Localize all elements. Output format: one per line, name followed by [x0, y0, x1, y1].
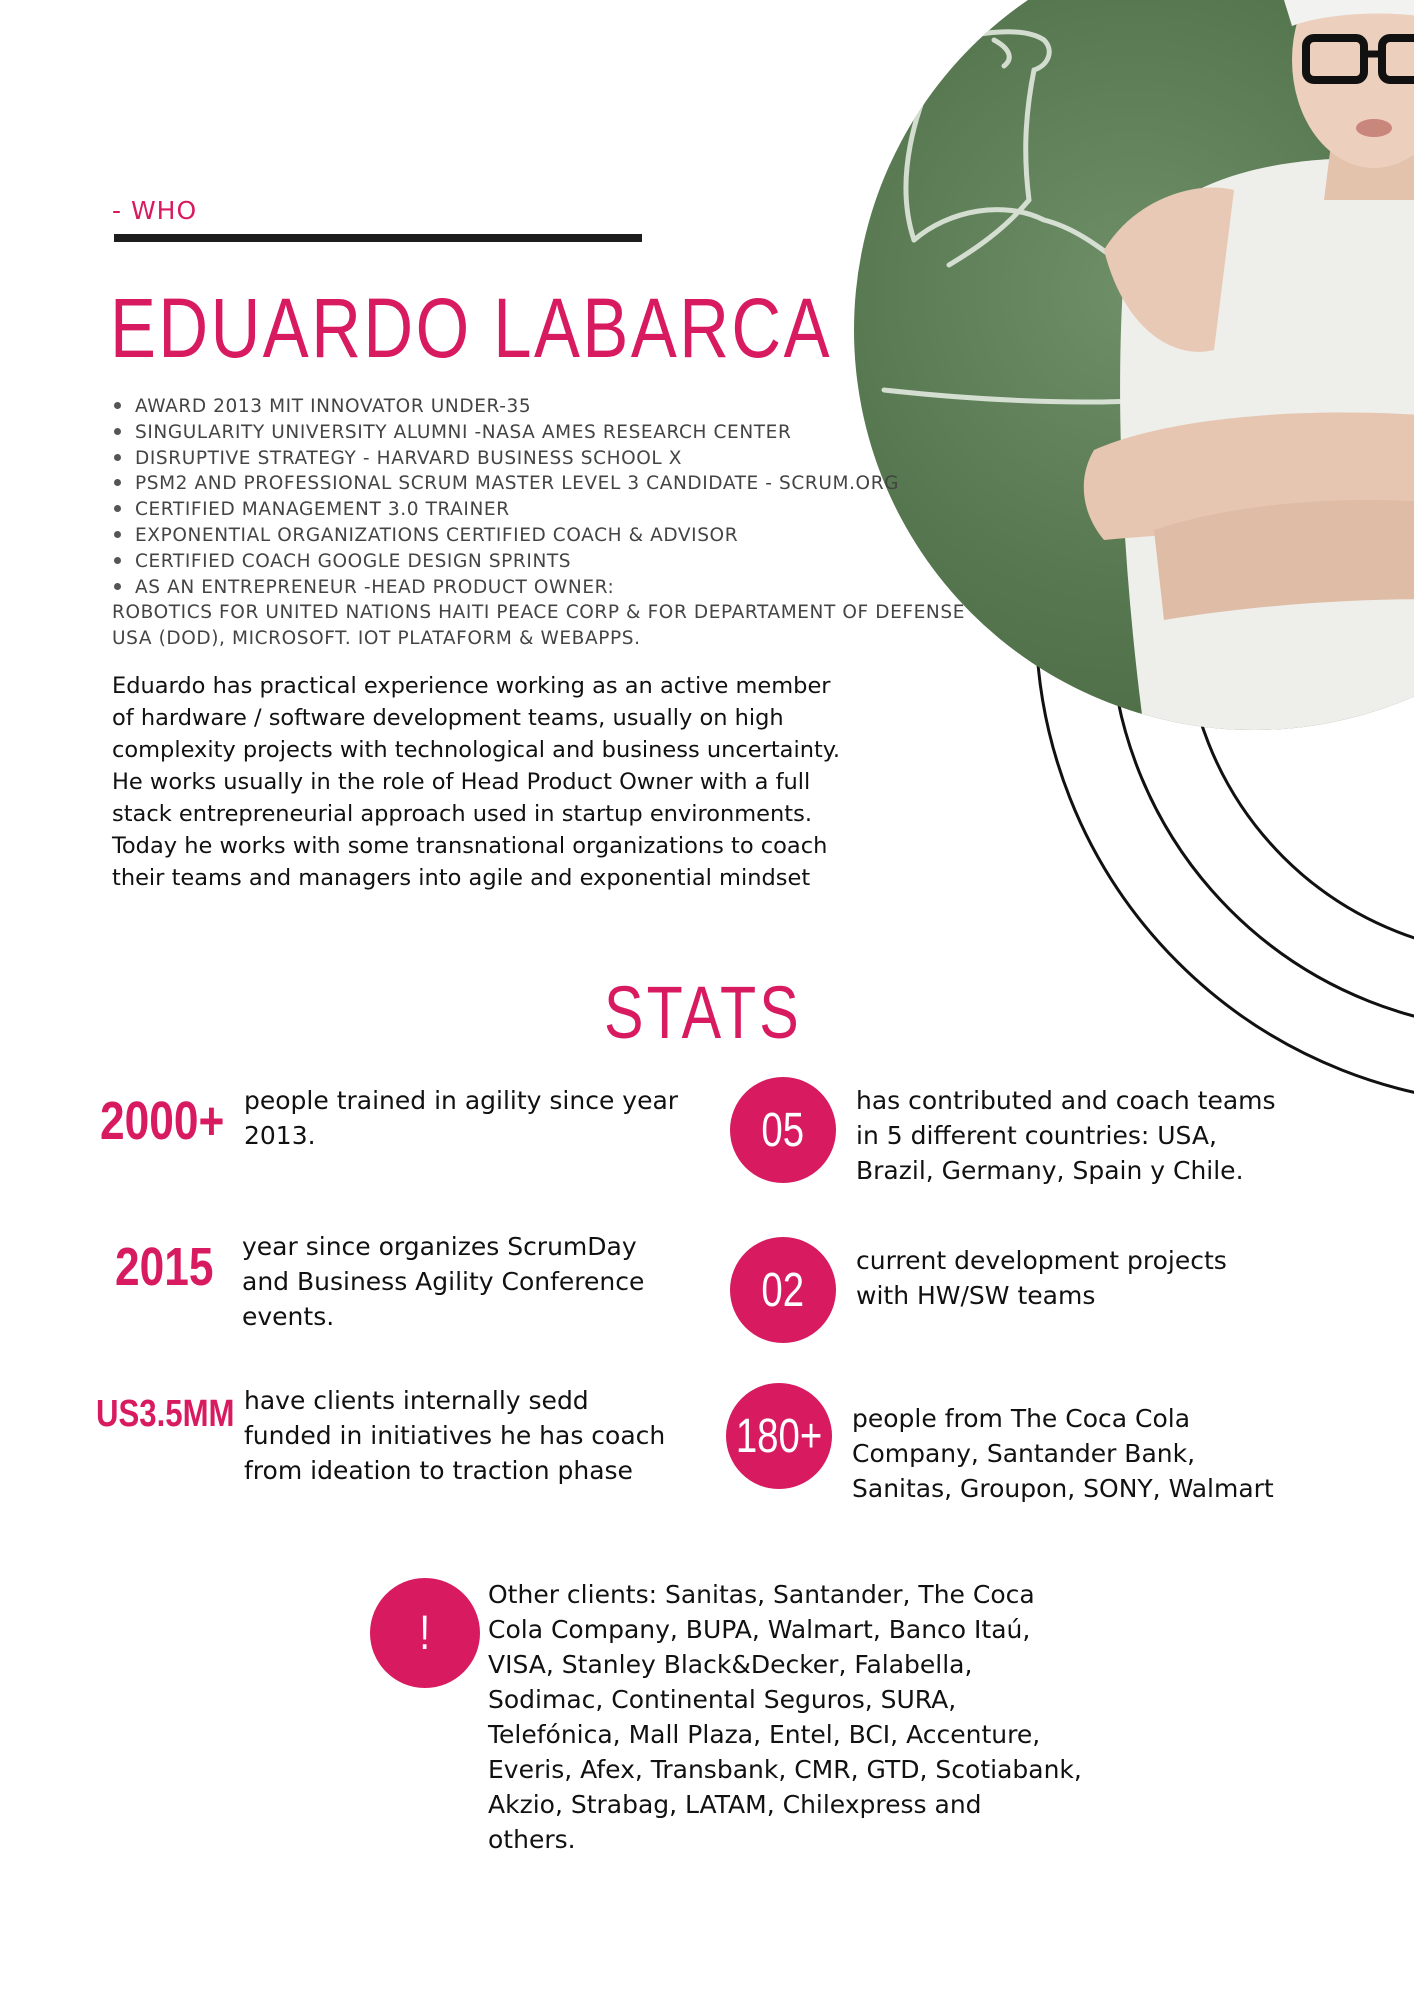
section-eyebrow: - WHO [112, 196, 198, 225]
stat-description: people trained in agility since year 2013. [244, 1086, 679, 1150]
stat-description: year since organizes ScrumDay and Business Agility Conference events. [242, 1232, 645, 1331]
bullet-icon [114, 428, 121, 435]
bullet-icon [114, 479, 121, 486]
bullet-icon [114, 531, 121, 538]
credential-item: PSM2 AND PROFESSIONAL SCRUM MASTER LEVEL 3 CANDIDATE - SCRUM.ORG [112, 471, 1012, 497]
stat-badge: 02 [730, 1237, 836, 1343]
credential-continuation: USA (DOD), MICROSOFT. IOT PLATAFORM & WEBAPPS. [112, 628, 641, 650]
bullet-icon [114, 454, 121, 461]
credential-item: AWARD 2013 MIT INNOVATOR UNDER-35 [112, 394, 1012, 420]
stat-value: US3.5MM [96, 1393, 235, 1435]
credential-item: SINGULARITY UNIVERSITY ALUMNI -NASA AMES RESEARCH CENTER [112, 420, 1012, 446]
bullet-icon [114, 402, 121, 409]
stat-description: has contributed and coach teams in 5 different countries: USA, Brazil, Germany, Spain y Chile. [856, 1086, 1276, 1185]
credential-item: EXPONENTIAL ORGANIZATIONS CERTIFIED COACH & ADVISOR [112, 523, 1012, 549]
bullet-icon [114, 505, 121, 512]
credential-item: CERTIFIED COACH GOOGLE DESIGN SPRINTS [112, 549, 1012, 575]
clients-list: Other clients: Sanitas, Santander, The Coca Cola Company, BUPA, Walmart, Banco Itaú, VISA, Stanley Black&Decker, Falabella, Sodimac, Continental Seguros, SURA, Telefónica, Mall Plaza, Entel, BCI, Accenture, Everis, Afex, Transbank, CMR, GTD, Scotiabank, Akzio, Strabag, LATAM, Chilexpress and others. [488, 1580, 1082, 1854]
stat-description: have clients internally sedd funded in initiatives he has coach from ideation to traction phase [244, 1386, 666, 1485]
header-divider [114, 234, 642, 242]
stat-badge: 180+ [726, 1383, 832, 1489]
stat-badge: 05 [730, 1077, 836, 1183]
bullet-icon [114, 557, 121, 564]
exclamation-icon: ! [370, 1578, 480, 1688]
stat-description: current development projects with HW/SW teams [856, 1246, 1227, 1310]
person-name: EDUARDO LABARCA [110, 281, 833, 375]
bio-paragraph: Eduardo has practical experience working as an active member of hardware / software development teams, usually on high complexity projects with technological and business uncertainty. He works usually in the role of Head Product Owner with a full stack entrepreneurial approach used in startup environments. Today he works with some transnational organizations to coach their teams and managers into agile and exponential mindset [112, 673, 841, 891]
credential-item: CERTIFIED MANAGEMENT 3.0 TRAINER [112, 497, 1012, 523]
bullet-icon [114, 583, 121, 590]
credential-continuation: ROBOTICS FOR UNITED NATIONS HAITI PEACE CORP & FOR DEPARTAMENT OF DEFENSE [112, 602, 965, 624]
stat-value: 2000+ [100, 1091, 225, 1151]
credential-item: DISRUPTIVE STRATEGY - HARVARD BUSINESS SCHOOL X [112, 446, 1012, 472]
stats-title: STATS [604, 971, 802, 1054]
credential-item: AS AN ENTREPRENEUR -HEAD PRODUCT OWNER: [112, 575, 1012, 601]
stat-description: people from The Coca Cola Company, Santander Bank, Sanitas, Groupon, SONY, Walmart [852, 1404, 1274, 1503]
stat-value: 2015 [115, 1237, 214, 1297]
credentials-list [112, 394, 1012, 652]
